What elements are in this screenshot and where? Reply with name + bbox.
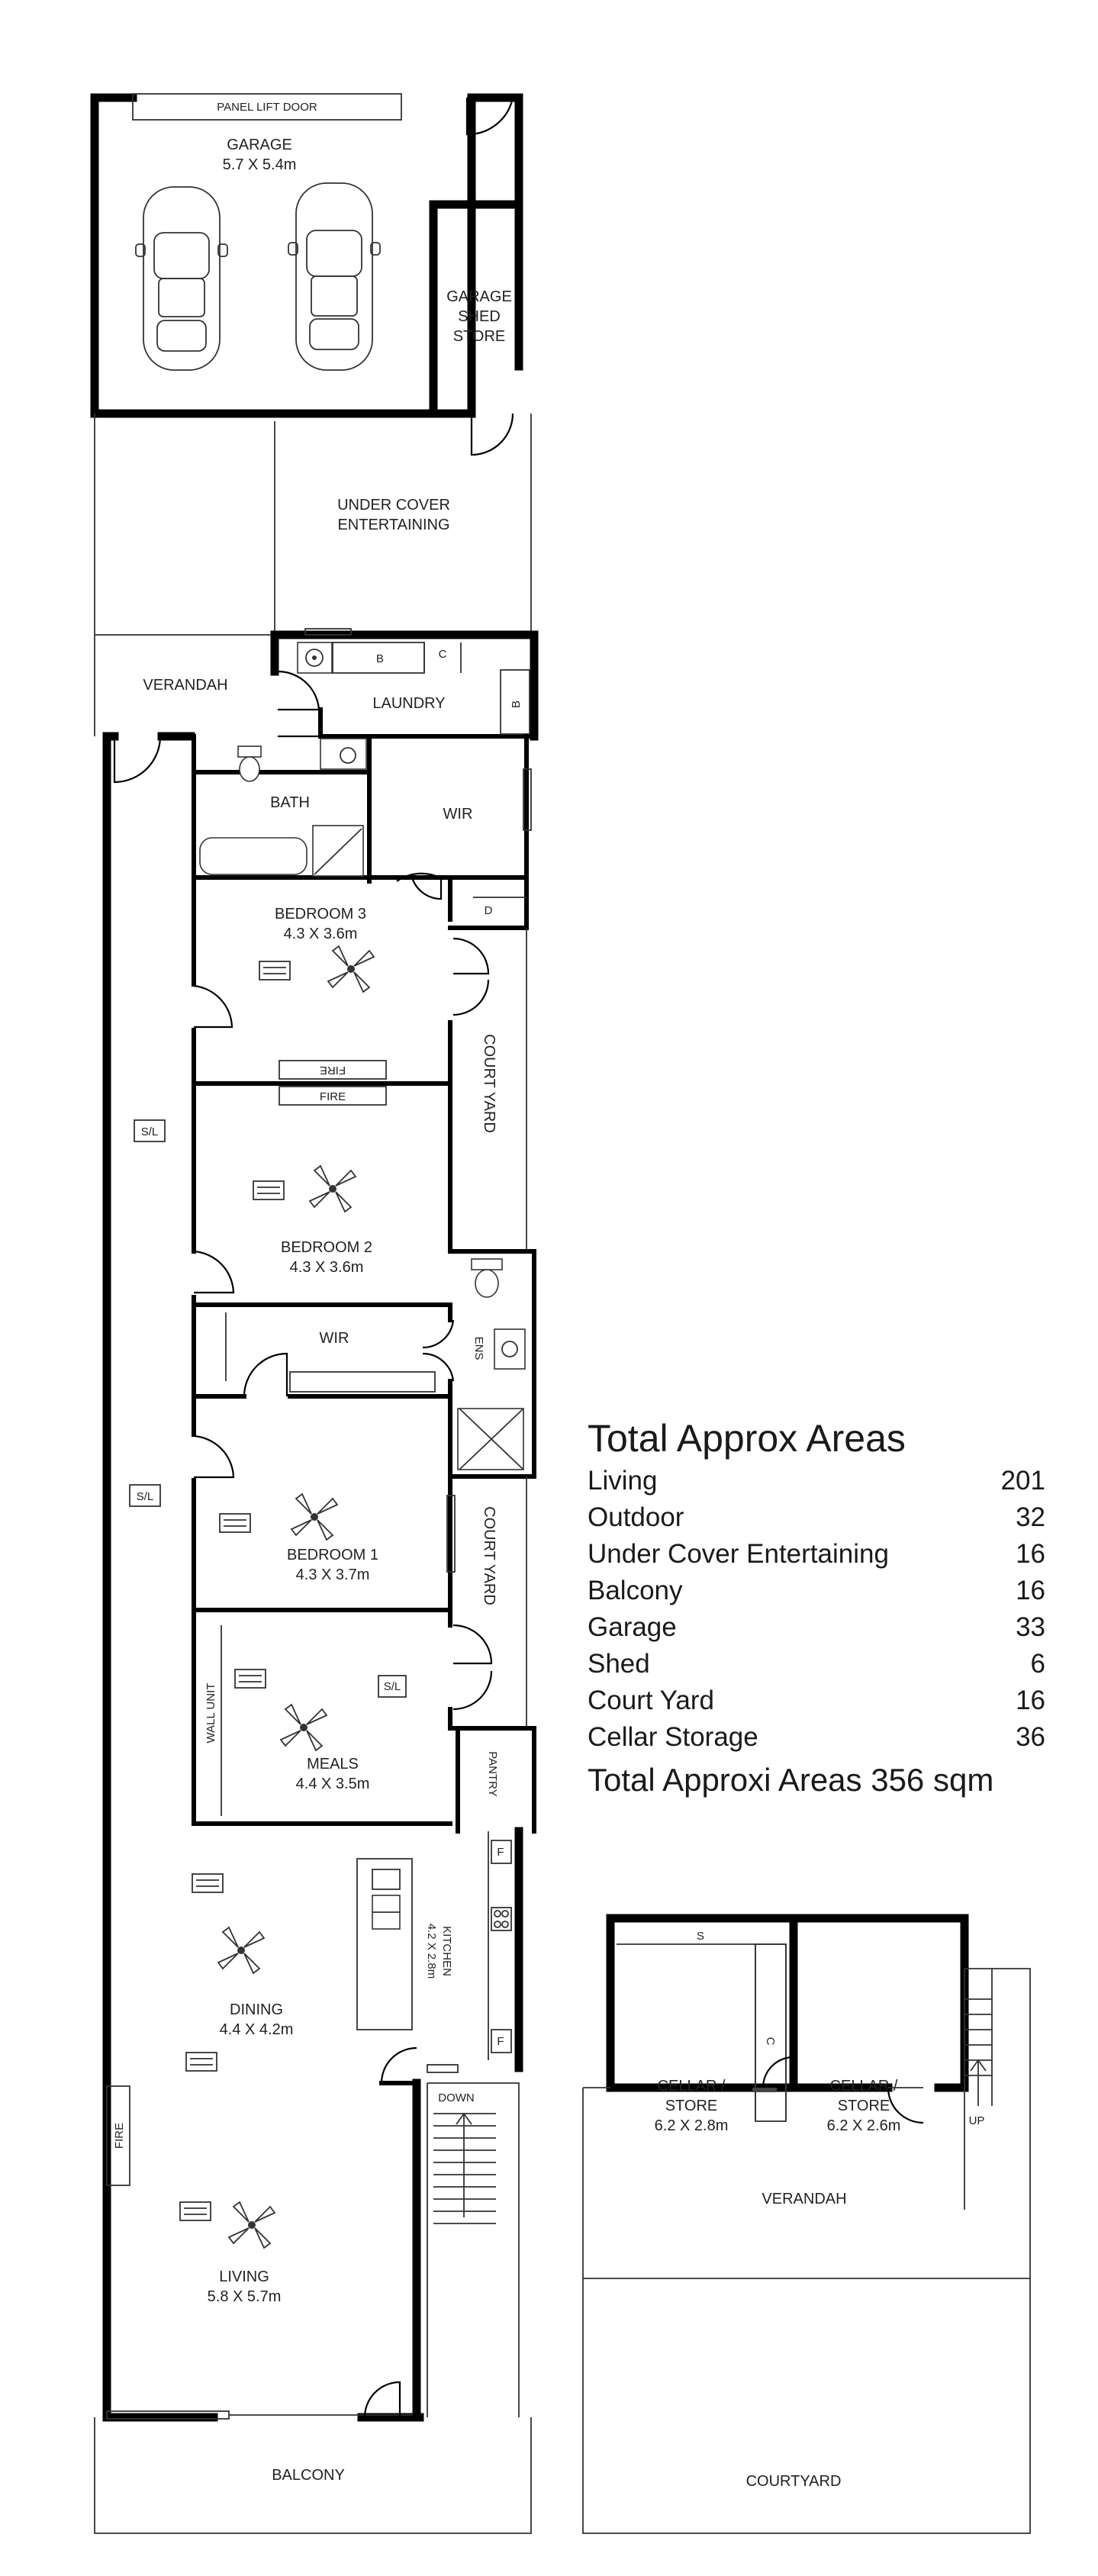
area-row-value: 36 [1016, 1722, 1045, 1752]
up-arrow-icon [971, 2060, 986, 2106]
bedroom1-door [194, 1436, 233, 1477]
cellar-outdoor [583, 2088, 1030, 2533]
wir-top-d: D [484, 904, 493, 917]
wir-ens-area [194, 1259, 534, 1476]
cellar2-label-2: STORE [837, 2098, 890, 2114]
area-row [588, 1646, 1045, 1682]
cellar1-label-2: STORE [665, 2098, 718, 2114]
area-row-label: Balcony [588, 1576, 683, 1605]
stairs-down-icon [433, 2114, 496, 2223]
cellar2-label: CELLAR / [829, 2078, 898, 2095]
ceiling-fan-icon [218, 1927, 264, 1973]
bedroom1-size: 4.3 X 3.7m [295, 1567, 370, 1583]
car-icon [136, 187, 227, 370]
cellar2-size: 6.2 X 2.6m [826, 2117, 901, 2134]
balcony-door [365, 2382, 400, 2417]
courtyard-bottom-label: COURTYARD [745, 2473, 842, 2490]
area-row-label: Outdoor [588, 1502, 684, 1532]
area-row [588, 1573, 1045, 1609]
shed-label-3: STORE [452, 328, 506, 345]
up-label: UP [968, 2114, 985, 2127]
shed-door [472, 414, 513, 455]
laundry-b1: B [375, 652, 385, 665]
area-row-label: Under Cover Entertaining [588, 1539, 889, 1569]
bedroom3-label: BEDROOM 3 [274, 906, 367, 923]
stairs-up [964, 1969, 1030, 2210]
bedroom2-size: 4.3 X 3.6m [289, 1259, 364, 1276]
shed-label-1: GARAGE [446, 288, 512, 305]
basin-icon [494, 1329, 525, 1369]
light-icon [186, 2053, 217, 2071]
kitchen-area [357, 1728, 519, 2068]
shed-label-2: SHED [458, 308, 501, 325]
bedroom1-area [194, 1396, 455, 1610]
kitchen-f1: F [497, 1846, 504, 1859]
under-cover-area [95, 414, 531, 635]
dining-area [186, 1874, 458, 2072]
bath-wir-area [194, 736, 531, 928]
light-icon [253, 1181, 284, 1199]
light-icon [220, 1514, 250, 1532]
light-icon [259, 961, 290, 980]
fire-b3-label: FIRE [319, 1064, 346, 1077]
garage-area [95, 94, 519, 455]
cellar1-door [763, 2057, 794, 2088]
bedroom3-door [194, 986, 232, 1027]
area-row-value: 16 [1016, 1686, 1045, 1715]
ceiling-fan-icon [229, 2202, 275, 2248]
area-summary [588, 1415, 1045, 1802]
verandah-laundry [95, 629, 534, 736]
sl-3-label: S/L [383, 1680, 401, 1693]
ceiling-fan-icon [310, 1166, 356, 1212]
area-total: Total Approxi Areas 356 sqm [588, 1762, 994, 1798]
sl-1-label: S/L [140, 1125, 159, 1138]
area-row-value: 201 [1000, 1466, 1045, 1496]
ceiling-fan-icon [291, 1494, 337, 1540]
cellar-c-label: C [764, 2037, 777, 2046]
bedroom3-size: 4.3 X 3.6m [283, 926, 358, 942]
meals-size: 4.4 X 3.5m [295, 1776, 370, 1792]
bedroom1-label: BEDROOM 1 [286, 1547, 379, 1563]
kitchen-size: 4.2 X 2.8m [425, 1923, 438, 1979]
bedroom3-courtyard-door [453, 939, 488, 1015]
dining-label: DINING [230, 2001, 283, 2018]
courtyard2-area [481, 1476, 526, 1728]
balcony-label: BALCONY [272, 2467, 345, 2484]
car-icon [288, 183, 380, 370]
kitchen-f2: F [497, 2035, 504, 2048]
sl-2-label: S/L [136, 1490, 154, 1503]
light-icon [180, 2202, 211, 2220]
meals-label: MEALS [307, 1756, 359, 1773]
kitchen-label: KITCHEN [440, 1926, 453, 1976]
verandah-door [114, 736, 160, 782]
ens-label: ENS [472, 1336, 485, 1360]
cellar-plan [610, 1918, 964, 2134]
wall-unit-label: WALL UNIT [204, 1682, 217, 1744]
meals-courtyard-door [453, 1625, 491, 1709]
verandah-bottom-label: VERANDAH [762, 2191, 847, 2207]
living-area [107, 2048, 519, 2417]
wir-mid-door [244, 1354, 287, 1396]
living-size: 5.8 X 5.7m [207, 2288, 282, 2305]
area-row [588, 1609, 1045, 1646]
wir-top-label: WIR [443, 806, 473, 823]
basin-icon [320, 739, 366, 769]
area-row-label: Cellar Storage [588, 1722, 758, 1752]
bedroom3-area [194, 877, 526, 1251]
house-outer-walls [107, 736, 420, 2419]
laundry-c: C [438, 648, 447, 661]
court-yard-2-label: COURT YARD [481, 1506, 497, 1605]
verandah-label: VERANDAH [143, 677, 228, 694]
area-row-value: 6 [1030, 1649, 1045, 1679]
area-row [588, 1682, 1045, 1719]
area-row-value: 32 [1016, 1502, 1045, 1532]
ceiling-fan-icon [281, 1705, 327, 1750]
fire-living-label: FIRE [113, 2122, 126, 2149]
laundry-door [278, 671, 319, 710]
area-row-label: Garage [588, 1612, 677, 1642]
area-row [588, 1536, 1045, 1573]
area-row [588, 1499, 1045, 1536]
wir-mid-label: WIR [319, 1330, 349, 1347]
area-summary-title: Total Approx Areas [588, 1417, 906, 1460]
pantry-label: PANTRY [486, 1751, 499, 1797]
laundry-b2: B [510, 700, 523, 709]
toilet-icon [238, 746, 261, 757]
area-row-value: 16 [1016, 1576, 1045, 1605]
cellar1-size: 6.2 X 2.8m [654, 2117, 729, 2134]
meals-area [194, 1610, 534, 1831]
bedroom2-label: BEDROOM 2 [280, 1239, 373, 1256]
balcony-area [95, 2417, 531, 2533]
area-row-value: 33 [1016, 1612, 1045, 1642]
fire-b2-label: FIRE [319, 1090, 346, 1103]
area-row [588, 1463, 1045, 1499]
garage-label: GARAGE [227, 137, 292, 153]
light-icon [235, 1670, 266, 1688]
area-row-label: Living [588, 1466, 658, 1496]
area-row [588, 1719, 1045, 1756]
ceiling-fan-icon [328, 946, 374, 992]
area-row-value: 16 [1016, 1539, 1045, 1569]
under-cover-label-1: UNDER COVER [337, 497, 450, 514]
living-label: LIVING [219, 2268, 269, 2285]
dining-size: 4.4 X 4.2m [219, 2021, 294, 2038]
garage-size: 5.7 X 5.4m [222, 156, 297, 173]
cooktop-icon [491, 1908, 511, 1930]
light-icon [192, 1874, 223, 1892]
court-yard-1-label: COURT YARD [481, 1034, 497, 1133]
cellar-s-label: S [696, 1930, 705, 1943]
bath-label: BATH [270, 794, 310, 811]
area-row-label: Court Yard [588, 1686, 715, 1715]
down-label: DOWN [438, 2091, 475, 2104]
under-cover-label-2: ENTERTAINING [337, 517, 450, 533]
bedroom2-door [194, 1251, 233, 1293]
kitchen-island [357, 1859, 412, 2030]
laundry-label: LAUNDRY [372, 695, 446, 712]
area-row-label: Shed [588, 1649, 650, 1679]
courtyard1-area [481, 928, 526, 1251]
stair-door [382, 2048, 417, 2083]
toilet-icon [472, 1259, 502, 1270]
panel-lift-door-label: PANEL LIFT DOOR [217, 101, 317, 114]
cellar1-label: CELLAR / [657, 2078, 726, 2095]
bathtub-icon [200, 838, 307, 874]
